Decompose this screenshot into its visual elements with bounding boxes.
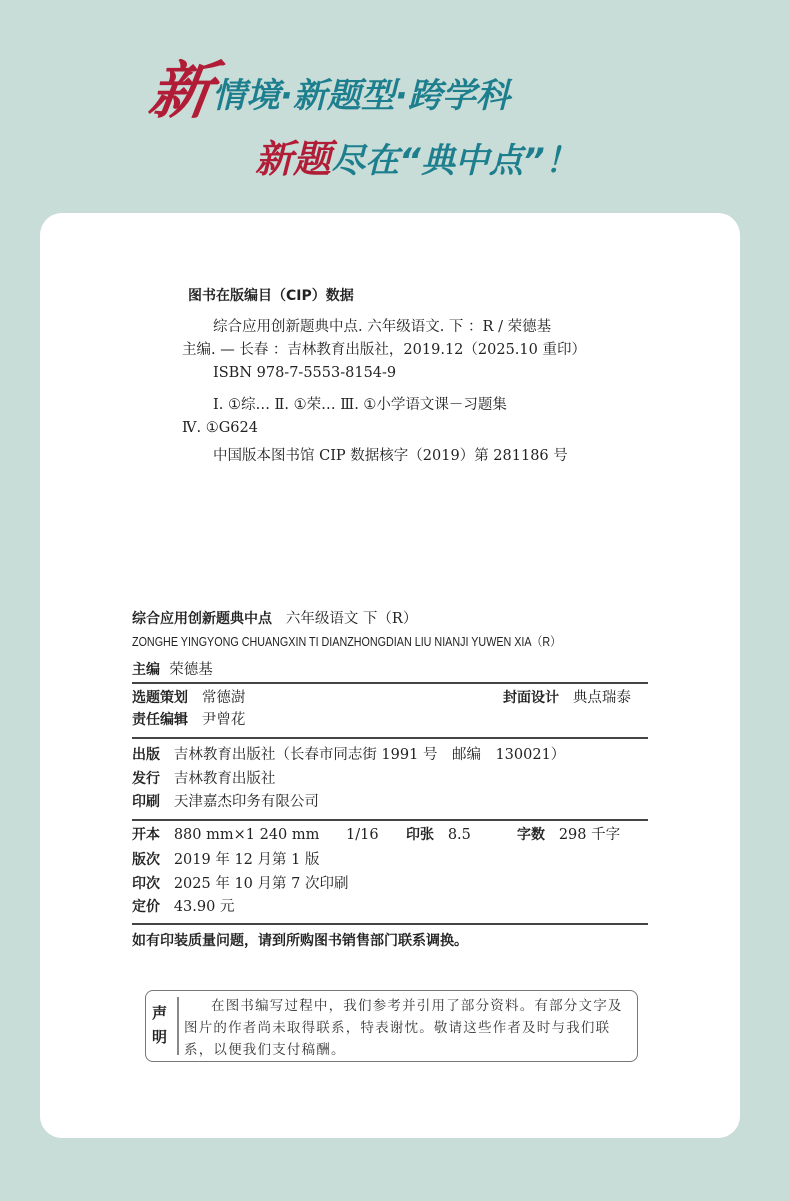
- divider: [132, 737, 648, 739]
- format-label: 开本: [132, 827, 160, 843]
- edition-label: 版次: [132, 852, 160, 868]
- edition-value: 2019 年 12 月第 1 版: [173, 852, 320, 868]
- responsible-editor-label: 责任编辑: [132, 712, 188, 728]
- banner-slogan: 情境·新题型·跨学科: [212, 76, 510, 116]
- book-title-main: 综合应用创新题典中点: [132, 611, 272, 627]
- copyright-page-card: [40, 213, 740, 1138]
- cip-isbn: ISBN 978-7-5553-8154-9: [213, 365, 397, 381]
- editor-value: 荣德基: [169, 662, 213, 678]
- printer-label: 印刷: [132, 794, 160, 810]
- publisher-label: 出版: [132, 747, 160, 763]
- banner-accent-new-question: 新题: [255, 137, 332, 181]
- sheets-label: 印张: [406, 827, 434, 843]
- word-count-value: 298 千字: [558, 827, 621, 843]
- editor-label: 主编: [132, 662, 160, 678]
- cip-classification-2: Ⅳ. ①G624: [182, 420, 258, 436]
- book-title-sub: 六年级语文 下（R）: [285, 611, 418, 627]
- declaration-box: [145, 990, 638, 1062]
- declaration-text: 在图书编写过程中，我们参考并引用了部分资料。有部分文字及图片的作者尚未取得联系，特表谢忱。敬请这些作者及时与我们联系，以便我们支付稿酬。: [184, 998, 623, 1058]
- cover-design-label: 封面设计: [503, 690, 559, 706]
- book-title: [132, 610, 417, 628]
- format-value: 880 mm×1 240 mm: [173, 827, 320, 843]
- planner-value: 常德澍: [201, 690, 246, 706]
- cip-line-2: 主编. — 长春 ：吉林教育出版社，2019.12（2025.10 重印）: [182, 342, 586, 358]
- price-label: 定价: [132, 899, 160, 915]
- book-title-pinyin: ZONGHE YINGYONG CHUANGXIN TI DIANZHONGDIAN LIU NIANJI YUWEN XIA（R）: [132, 635, 561, 649]
- sheets-value: 8.5: [447, 827, 471, 843]
- planner-label: 选题策划: [132, 690, 188, 706]
- impression-value: 2025 年 10 月第 7 次印刷: [173, 876, 349, 892]
- cover-design-value: 典点瑞泰: [572, 690, 631, 706]
- impression-label: 印次: [132, 876, 160, 892]
- divider: [132, 923, 648, 925]
- banner-line-1: [144, 54, 510, 127]
- cip-record-number: 中国版本图书馆 CIP 数据核字（2019）第 281186 号: [213, 448, 568, 464]
- divider: [132, 819, 648, 821]
- quality-note: 如有印装质量问题，请到所购图书销售部门联系调换。: [132, 933, 468, 949]
- declaration-heading: 声明: [152, 1004, 168, 1046]
- cip-line-1: 综合应用创新题典中点. 六年级语文. 下 ：R / 荣德基: [213, 319, 552, 335]
- declaration-divider: [177, 997, 179, 1055]
- word-count-label: 字数: [517, 827, 545, 843]
- publisher-value: 吉林教育出版社（长春市同志街 1991 号 邮编 130021）: [173, 747, 566, 763]
- printer-value: 天津嘉杰印务有限公司: [173, 794, 319, 810]
- banner-accent-new: 新: [144, 54, 218, 127]
- cip-heading: 图书在版编目（CIP）数据: [188, 288, 354, 304]
- banner-line-2: [255, 128, 579, 183]
- distributor-value: 吉林教育出版社: [173, 771, 276, 787]
- banner-tagline: 尽在“典中点”！: [331, 141, 579, 181]
- responsible-editor-value: 尹曾花: [201, 712, 246, 728]
- format-fraction: 1/16: [346, 827, 379, 843]
- divider: [132, 682, 648, 684]
- price-value: 43.90 元: [173, 899, 235, 915]
- distributor-label: 发行: [132, 771, 160, 787]
- cip-classification-1: Ⅰ. ①综… Ⅱ. ①荣… Ⅲ. ①小学语文课－习题集: [213, 397, 507, 413]
